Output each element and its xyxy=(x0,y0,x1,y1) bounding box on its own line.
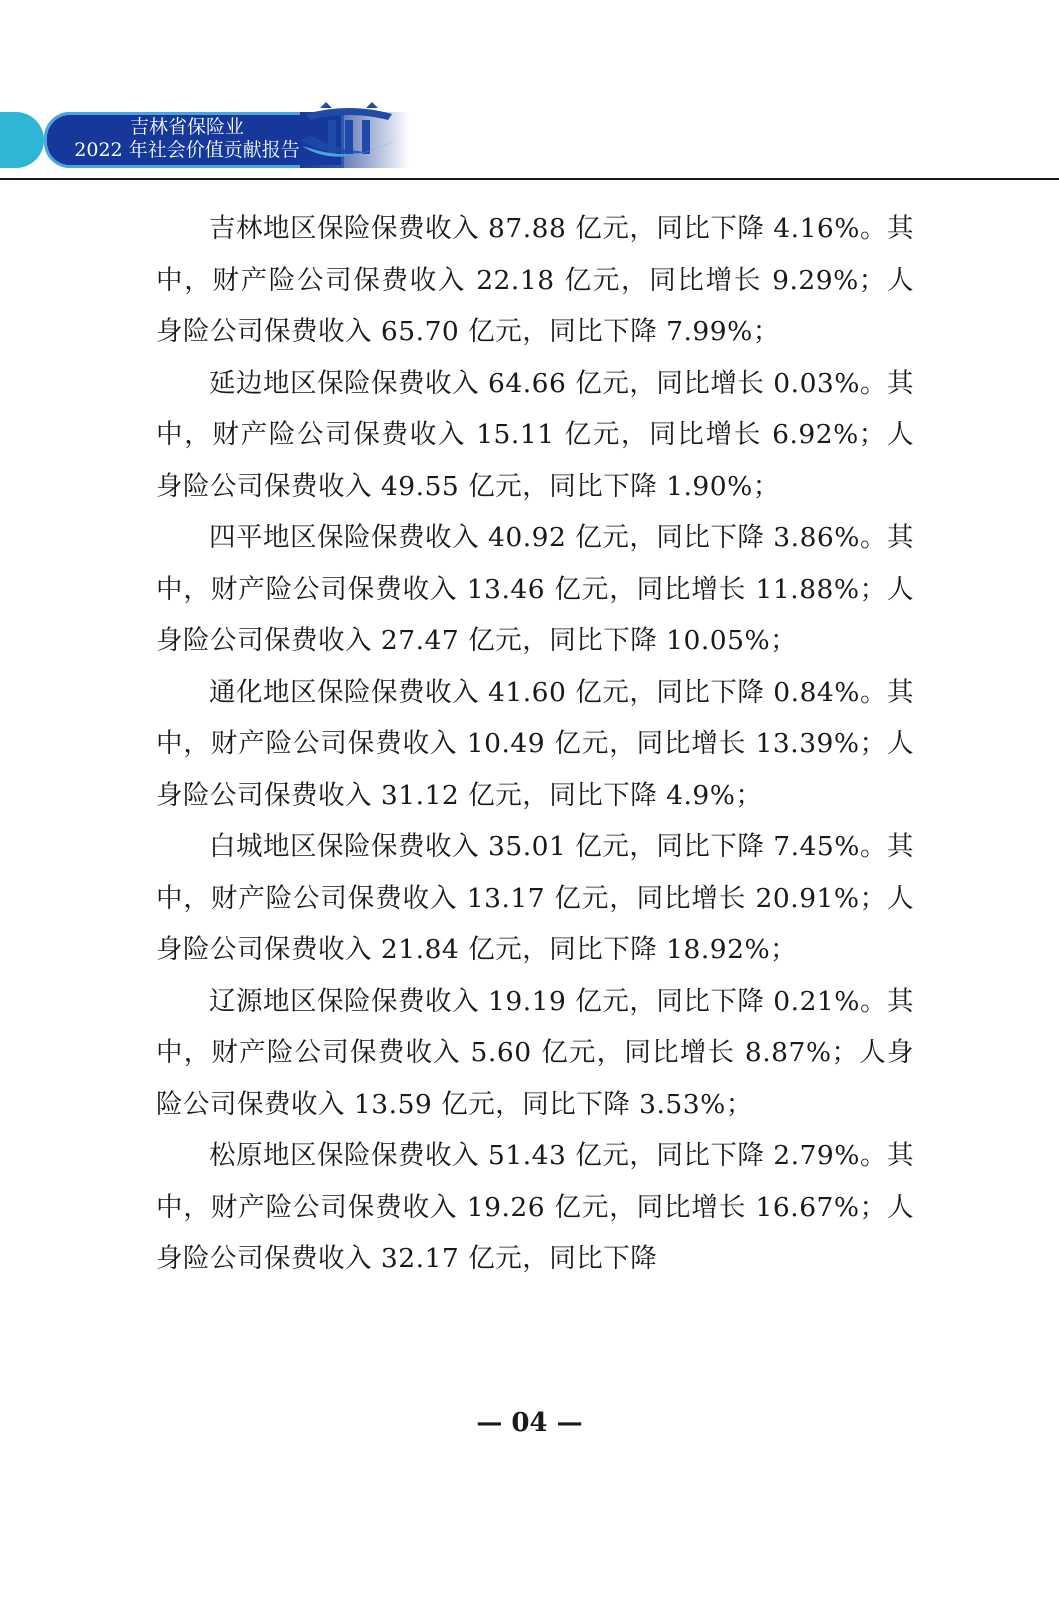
insurance-association-logo-icon xyxy=(298,100,400,172)
paragraph-yanbian: 延边地区保险保费收入 64.66 亿元，同比增长 0.03%。其中，财产险公司保费收入 15.11 亿元，同比增长 6.92%；人身险公司保费收入 49.55 亿元，同比下降 1.90%； xyxy=(156,367,914,502)
paragraph-liaoyuan: 辽源地区保险保费收入 19.19 亿元，同比下降 0.21%。其中，财产险公司保费收入 5.60 亿元，同比增长 8.87%；人身险公司保费收入 13.59 亿元，同比下降 3.53%； xyxy=(156,985,914,1120)
page-number: — 04 — xyxy=(476,1408,583,1438)
header-title xyxy=(52,116,322,162)
header-accent-tab xyxy=(0,112,44,168)
report-header xyxy=(0,0,1059,200)
body-text xyxy=(156,203,914,1285)
paragraph-songyuan: 松原地区保险保费收入 51.43 亿元，同比下降 2.79%。其中，财产险公司保费收入 19.26 亿元，同比增长 16.67%；人身险公司保费收入 32.17 亿元，同比下降 xyxy=(156,1140,914,1274)
paragraph-siping: 四平地区保险保费收入 40.92 亿元，同比下降 3.86%。其中，财产险公司保费收入 13.46 亿元，同比增长 11.88%；人身险公司保费收入 27.47 亿元，同比下降 10.05%； xyxy=(156,522,914,656)
paragraph-tonghua: 通化地区保险保费收入 41.60 亿元，同比下降 0.84%。其中，财产险公司保费收入 10.49 亿元，同比增长 13.39%；人身险公司保费收入 31.12 亿元，同比下降 4.9%； xyxy=(156,676,914,811)
paragraph-jilin: 吉林地区保险保费收入 87.88 亿元，同比下降 4.16%。其中，财产险公司保费收入 22.18 亿元，同比增长 9.29%；人身险公司保费收入 65.70 亿元，同比下降 7.99%； xyxy=(156,213,914,347)
header-title-line1: 吉林省保险业 xyxy=(129,116,244,138)
header-title-line2: 2022 年社会价值贡献报告 xyxy=(74,139,300,161)
paragraph-baicheng: 白城地区保险保费收入 35.01 亿元，同比下降 7.45%。其中，财产险公司保费收入 13.17 亿元，同比增长 20.91%；人身险公司保费收入 21.84 亿元，同比下降 18.92%； xyxy=(156,831,914,965)
header-divider xyxy=(0,178,1059,180)
